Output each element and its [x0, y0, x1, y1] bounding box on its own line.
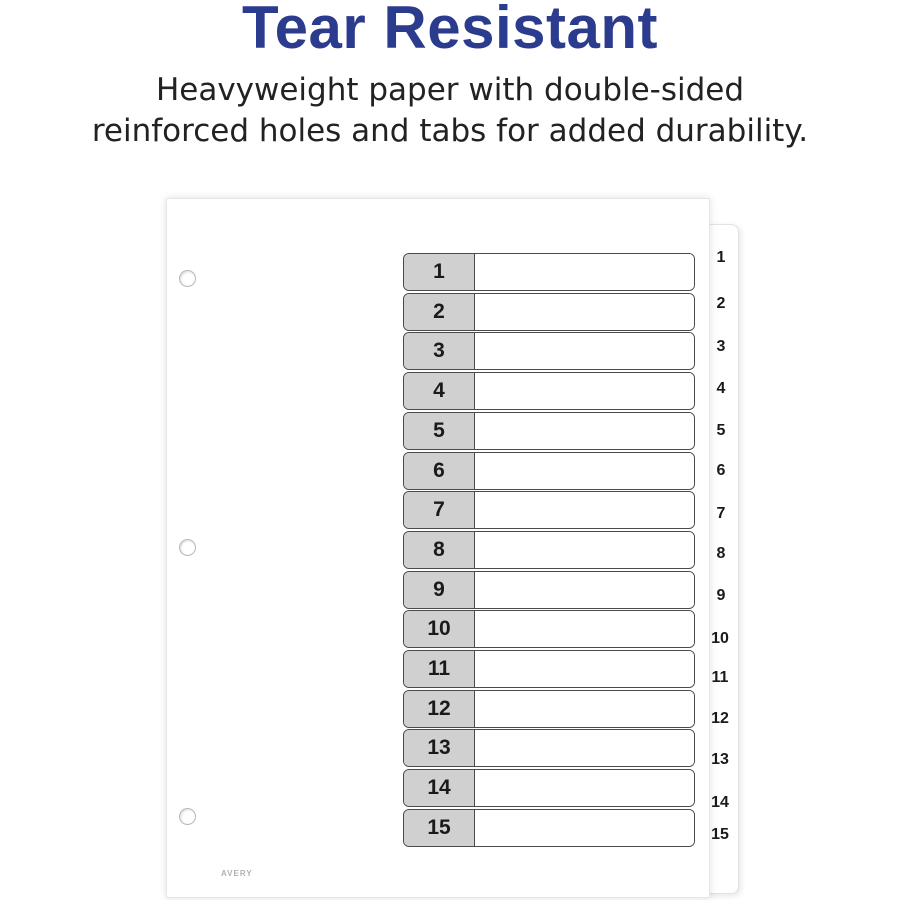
divider-tab-label: 14 [711, 794, 729, 811]
divider-tab-label: 6 [716, 462, 726, 479]
toc-row-entry-field [475, 532, 694, 568]
toc-row [403, 690, 695, 728]
toc-row-entry-field [475, 691, 694, 727]
toc-row-number: 12 [404, 691, 475, 727]
punch-hole-top [179, 270, 196, 287]
divider-tab-label: 3 [716, 338, 726, 355]
toc-row [403, 531, 695, 569]
toc-row-entry-field [475, 611, 694, 647]
avery-logo: AVERY [221, 869, 253, 878]
toc-row-number: 7 [404, 492, 475, 528]
toc-row [403, 372, 695, 410]
toc-row-entry-field [475, 492, 694, 528]
toc-row-number: 13 [404, 730, 475, 766]
toc-row-entry-field [475, 294, 694, 330]
divider-tab-label: 9 [716, 587, 726, 604]
divider-tab-label: 8 [716, 545, 726, 562]
divider-sheet [166, 198, 710, 898]
toc-row-entry-field [475, 373, 694, 409]
punch-hole-middle [179, 539, 196, 556]
toc-row [403, 491, 695, 529]
toc-row-number: 3 [404, 333, 475, 369]
punch-hole-bottom [179, 808, 196, 825]
toc-row [403, 412, 695, 450]
divider-tab-label: 13 [711, 751, 729, 768]
toc-row-entry-field [475, 413, 694, 449]
toc-row-entry-field [475, 770, 694, 806]
toc-row-entry-field [475, 810, 694, 846]
toc-row-number: 5 [404, 413, 475, 449]
divider-tab-label: 12 [711, 710, 729, 727]
toc-row [403, 729, 695, 767]
toc-row-entry-field [475, 333, 694, 369]
toc-row [403, 452, 695, 490]
toc-row-entry-field [475, 572, 694, 608]
toc-row-number: 9 [404, 572, 475, 608]
toc-row [403, 332, 695, 370]
toc-row-number: 2 [404, 294, 475, 330]
toc-row-entry-field [475, 254, 694, 290]
toc-row [403, 293, 695, 331]
toc-row [403, 650, 695, 688]
divider-tab-label: 11 [711, 669, 729, 686]
toc-row-number: 6 [404, 453, 475, 489]
subtext-line-1: Heavyweight paper with double-sided [155, 72, 745, 108]
headline: Tear Resistant [241, 0, 659, 61]
toc-row-number: 15 [404, 810, 475, 846]
toc-row [403, 610, 695, 648]
divider-tab-label: 5 [716, 422, 726, 439]
toc-row [403, 809, 695, 847]
divider-tab-label: 15 [711, 826, 729, 843]
divider-tab-label: 10 [711, 630, 729, 647]
toc-row-number: 4 [404, 373, 475, 409]
toc-row [403, 253, 695, 291]
toc-row-number: 10 [404, 611, 475, 647]
toc-row-number: 8 [404, 532, 475, 568]
toc-row [403, 769, 695, 807]
toc-row-entry-field [475, 730, 694, 766]
divider-tab-label: 2 [716, 295, 726, 312]
divider-tab-label: 1 [716, 249, 726, 266]
divider-tab-label: 4 [716, 380, 726, 397]
toc-row-number: 1 [404, 254, 475, 290]
toc-row-entry-field [475, 651, 694, 687]
divider-tab-label: 7 [716, 505, 726, 522]
toc-row-number: 14 [404, 770, 475, 806]
subtext-line-2: reinforced holes and tabs for added durability. [91, 113, 809, 149]
toc-row [403, 571, 695, 609]
toc-row-entry-field [475, 453, 694, 489]
toc-row-number: 11 [404, 651, 475, 687]
